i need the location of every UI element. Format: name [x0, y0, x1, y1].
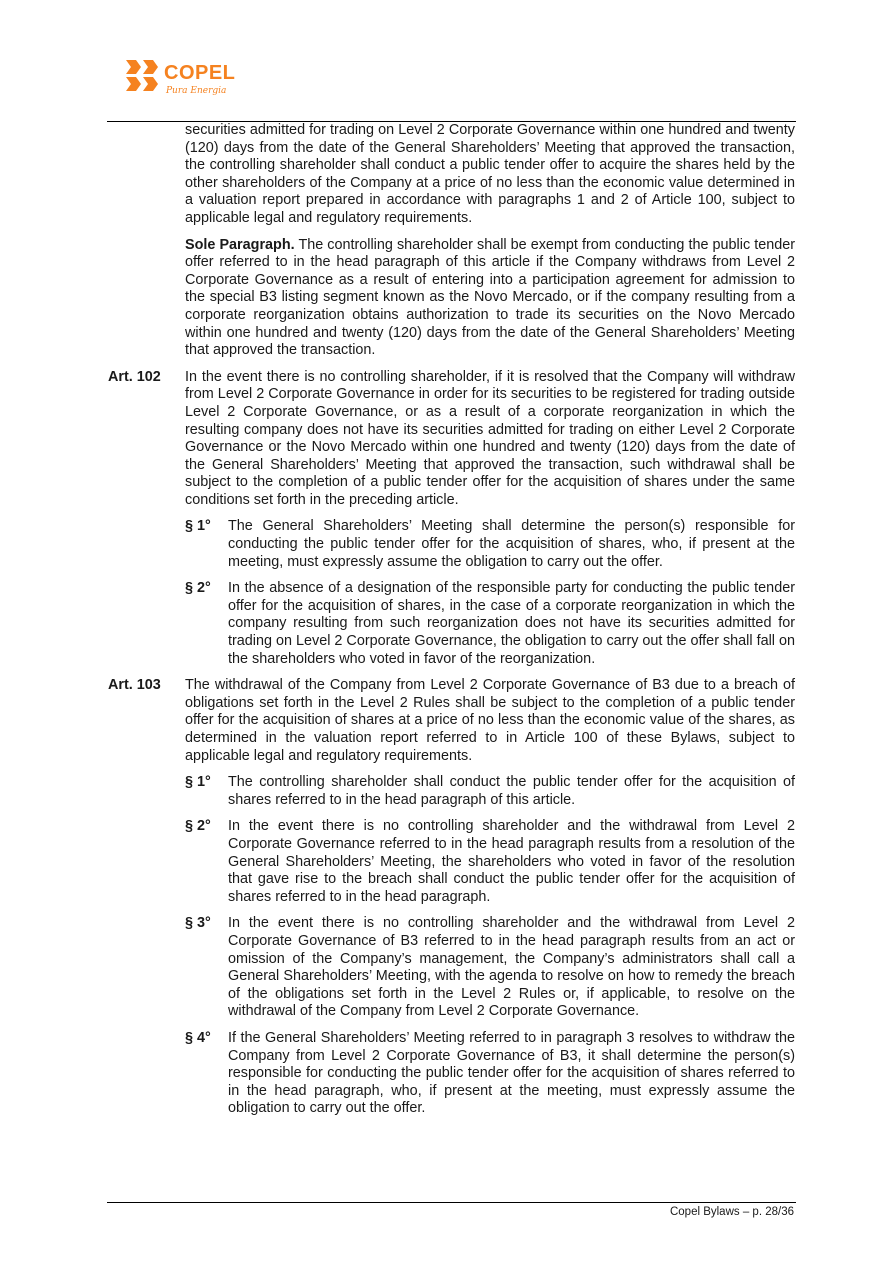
- copel-logo-icon: [124, 58, 160, 94]
- article-103-paragraph-4: [185, 1030, 795, 1118]
- paragraph-label: § 3°: [185, 915, 211, 932]
- article-text: The withdrawal of the Company from Level 2 Corporate Governance of B3 due to a breach of obligations set forth in the Level 2 Rules shall be subject to the completion of a public tender offer for the acquisition of shares at a price of no less than the economic value of the shares, as determined in the valuation report referred to in Article 100 of these Bylaws, subject to applicable legal and regulatory requirements.: [185, 677, 795, 764]
- article-text: In the event there is no controlling shareholder, if it is resolved that the Company will withdraw from Level 2 Corporate Governance in order for its securities to be registered for trading outside Level 2 Corporate Governance, or as a result of a corporate reorganization in which the resulting company does not have its securities admitted for trading on either Level 2 Corporate Governance or the Novo Mercado within one hundred and twenty (120) days from the date of the General Shareholders’ Meeting that approved the transaction, such withdrawal shall be subject to the completion of a public tender offer for the acquisition of shares under the same conditions set forth in the preceding article.: [185, 368, 795, 508]
- paragraph-text: In the event there is no controlling shareholder and the withdrawal from Level 2 Corporate Governance referred to in the head paragraph results from a resolution of the General Shareholders’ Meeting, the shareholders who voted in favor of the resolution that gave rise to the breach shall conduct the public tender offer for the acquisition of shares referred to in the head paragraph.: [228, 818, 795, 905]
- sole-paragraph-text: The controlling shareholder shall be exempt from conducting the public tender offer referred to in the head paragraph of this article if the Company withdraws from Level 2 Corporate Governance as a result of entering into a participation agreement for admission to the special B3 listing segment known as the Novo Mercado, or if the company resulting from a corporate reorganization obtains authorization to trade its securities on the Novo Mercado within one hundred and twenty (120) days from the date of the General Shareholders’ Meeting that approved the transaction.: [185, 236, 796, 359]
- paragraph-label: § 2°: [185, 818, 211, 835]
- logo-wordmark: COPEL: [164, 62, 236, 84]
- paragraph-label: § 2°: [185, 580, 211, 597]
- article-label: Art. 103: [108, 677, 161, 694]
- page-footer: Copel Bylaws – p. 28/36: [669, 1206, 794, 1218]
- article-103-paragraph-3: [185, 915, 795, 1021]
- copel-logo: [124, 58, 234, 102]
- article-102-paragraph-2: [185, 580, 795, 668]
- continuation-paragraph: securities admitted for trading on Level 2 Corporate Governance within one hundred and twenty (120) days from the date of the General Shareholders’ Meeting that approved the transaction, the controlling shareholder shall conduct a public tender offer to acquire the shares held by the other shareholders of the Company at a price of no less than the economic value determined in a valuation report prepared in accordance with paragraphs 1 and 2 of Article 100, subject to applicable legal and regulatory requirements.: [185, 122, 795, 226]
- paragraph-text: The controlling shareholder shall conduct the public tender offer for the acquisition of shares referred to in the head paragraph of this article.: [228, 774, 795, 808]
- article-103: [108, 677, 795, 765]
- logo-tagline: Pura Energia: [166, 86, 227, 96]
- article-label: Art. 102: [108, 368, 161, 385]
- footer-divider: [107, 1202, 796, 1203]
- article-102: [108, 369, 795, 510]
- sole-paragraph-label: Sole Paragraph.: [185, 236, 295, 253]
- document-body: [108, 122, 795, 1118]
- article-103-paragraph-2: [185, 818, 795, 906]
- paragraph-text: In the event there is no controlling shareholder and the withdrawal from Level 2 Corporate Governance of B3 referred to in the head paragraph results from an act or omission of the Company’s management, the Company’s administrators shall call a General Shareholders’ Meeting, with the agenda to resolve on how to remedy the breach of the obligations set forth in the Level 2 Rules or, if applicable, to resolve on the withdrawal of the Company from Level 2 Corporate Governance.: [228, 915, 795, 1020]
- paragraph-label: § 1°: [185, 774, 211, 791]
- paragraph-label: § 4°: [185, 1029, 211, 1046]
- article-102-paragraph-1: [185, 518, 795, 571]
- paragraph-text: In the absence of a designation of the responsible party for conducting the public tender offer for the acquisition of shares, in the case of a corporate reorganization in which the company resulting from such reorganization does not have its securities admitted for trading on Level 2 Corporate Governance, the obligation to carry out the offer shall fall on the shareholders who voted in favor of the reorganization.: [228, 580, 795, 667]
- article-103-paragraph-1: [185, 774, 795, 809]
- paragraph-label: § 1°: [185, 518, 211, 535]
- sole-paragraph: [185, 237, 795, 360]
- paragraph-text: If the General Shareholders’ Meeting referred to in paragraph 3 resolves to withdraw the Company from Level 2 Corporate Governance of B3, it shall determine the person(s) responsible for conducting the public tender offer for the acquisition of shares referred to in the head paragraph, who, if present at the meeting, must expressly assume the obligation to carry out the offer.: [228, 1029, 795, 1117]
- paragraph-text: The General Shareholders’ Meeting shall determine the person(s) responsible for conducting the public tender offer for the acquisition of shares, who, if present at the meeting, must expressly assume the obligation to carry out the offer.: [228, 518, 795, 570]
